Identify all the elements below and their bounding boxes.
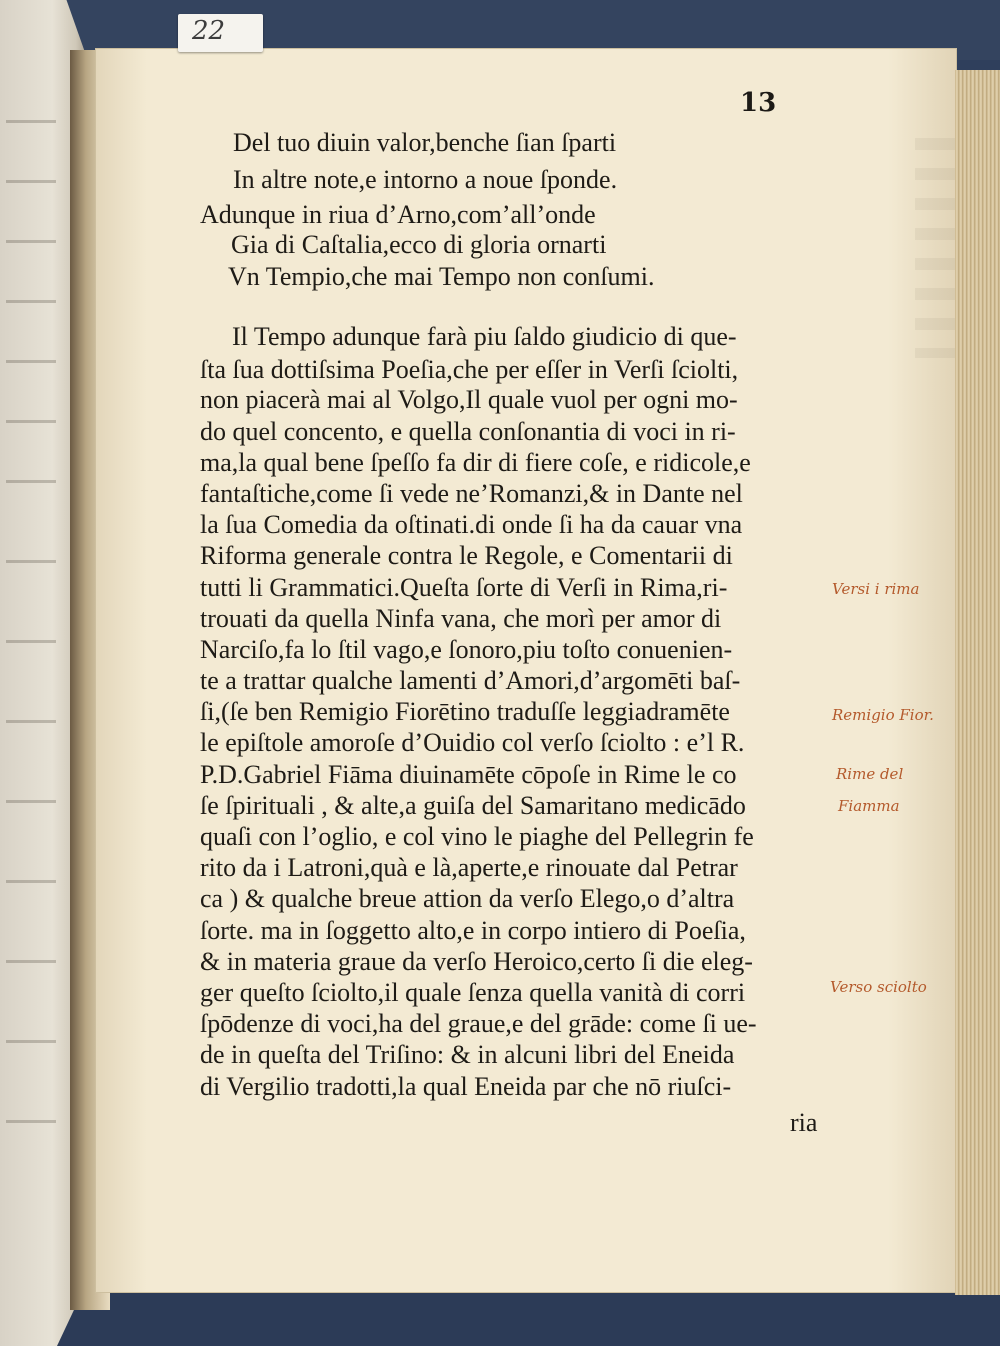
prose-line: ſe ſpirituali , & alte,a guiſa del Samaritano medicādo [200,791,746,820]
verse-line: Adunque in riua d’Arno,com’all’onde [200,200,596,229]
prose-line: non piacerà mai al Volgo,Il quale vuol per ogni mo- [200,385,738,414]
marginal-note: Remigio Fior. [832,706,934,724]
library-label [178,14,263,52]
prose-line: ca ) & qualche breue attion da verſo Elego,o d’altra [200,884,735,913]
prose-line: P.D.Gabriel Fiāma diuinamēte cōpoſe in Rime le co [200,760,737,789]
prose-line: di Vergilio tradotti,la qual Eneida par che nō riuſci- [200,1072,732,1101]
prose-line: fantaſtiche,come ſi vede ne’Romanzi,& in Dante nel [200,479,743,508]
prose-line: ſorte. ma in ſoggetto alto,e in corpo intiero di Poeſia, [200,916,746,945]
prose-line: do quel concento, e quella conſonantia di voci in ri- [200,417,736,446]
verse-line: In altre note,e intorno a noue ſponde. [233,165,618,194]
prose-line: ſi,(ſe ben Remigio Fiorētino traduſſe leggiadramēte [200,697,730,726]
prose-line: tutti li Grammatici.Queſta ſorte di Verſi in Rima,ri- [200,573,728,602]
background-cloth-bottom [0,1285,1000,1346]
prose-line: & in materia graue da verſo Heroico,certo ſi die eleg- [200,947,753,976]
marginal-note: Versi i rima [832,580,920,598]
verse-line: Del tuo diuin valor,benche ſian ſparti [233,128,617,157]
verse-line: Vn Tempio,che mai Tempo non conſumi. [228,262,655,291]
prose-line: ma,la qual bene ſpeſſo fa dir di fiere coſe, e ridicole,e [200,448,751,477]
prose-line: Il Tempo adunque farà piu ſaldo giudicio di que- [232,322,737,351]
marginal-note: Verso sciolto [830,978,927,996]
prose-line: Riforma generale contra le Regole, e Comentarii di [200,541,733,570]
verse-line: Gia di Caſtalia,ecco di gloria ornarti [231,230,607,259]
marginal-note: Rime del [836,765,904,783]
prose-line: le epiſtole amoroſe d’Ouidio col verſo ſciolto : e’l R. [200,728,745,757]
library-label-text: 22 [192,16,226,46]
prose-line: ſpōdenze di voci,ha del graue,e del grāde: come ſi ue- [200,1009,757,1038]
prose-line: te a trattar qualche lamenti d’Amori,d’argomēti baſ- [200,666,741,695]
prose-line: ſta ſua dottiſsima Poeſia,che per eſſer in Verſi ſciolti, [200,355,739,384]
prose-line: de in queſta del Triſino: & in alcuni libri del Eneida [200,1040,735,1069]
catchword: ria [790,1108,818,1137]
prose-line: rito da i Latroni,quà e là,aperte,e rinouate dal Petrar [200,853,738,882]
prose-line: trouati da quella Ninfa vana, che morì per amor di [200,604,722,633]
page-number: 13 [740,88,777,118]
marginal-note: Fiamma [838,797,900,815]
prose-line: la ſua Comedia da oſtinati.di onde ſi ha da cauar vna [200,510,743,539]
page-fore-edge [955,70,1000,1295]
prose-line: Narciſo,fa lo ſtil vago,e ſonoro,piu toſto conuenien- [200,635,733,664]
prose-line: quaſi con l’oglio, e col vino le piaghe del Pellegrin fe [200,822,754,851]
prose-line: ger queſto ſciolto,il quale ſenza quella vanità di corri [200,978,746,1007]
